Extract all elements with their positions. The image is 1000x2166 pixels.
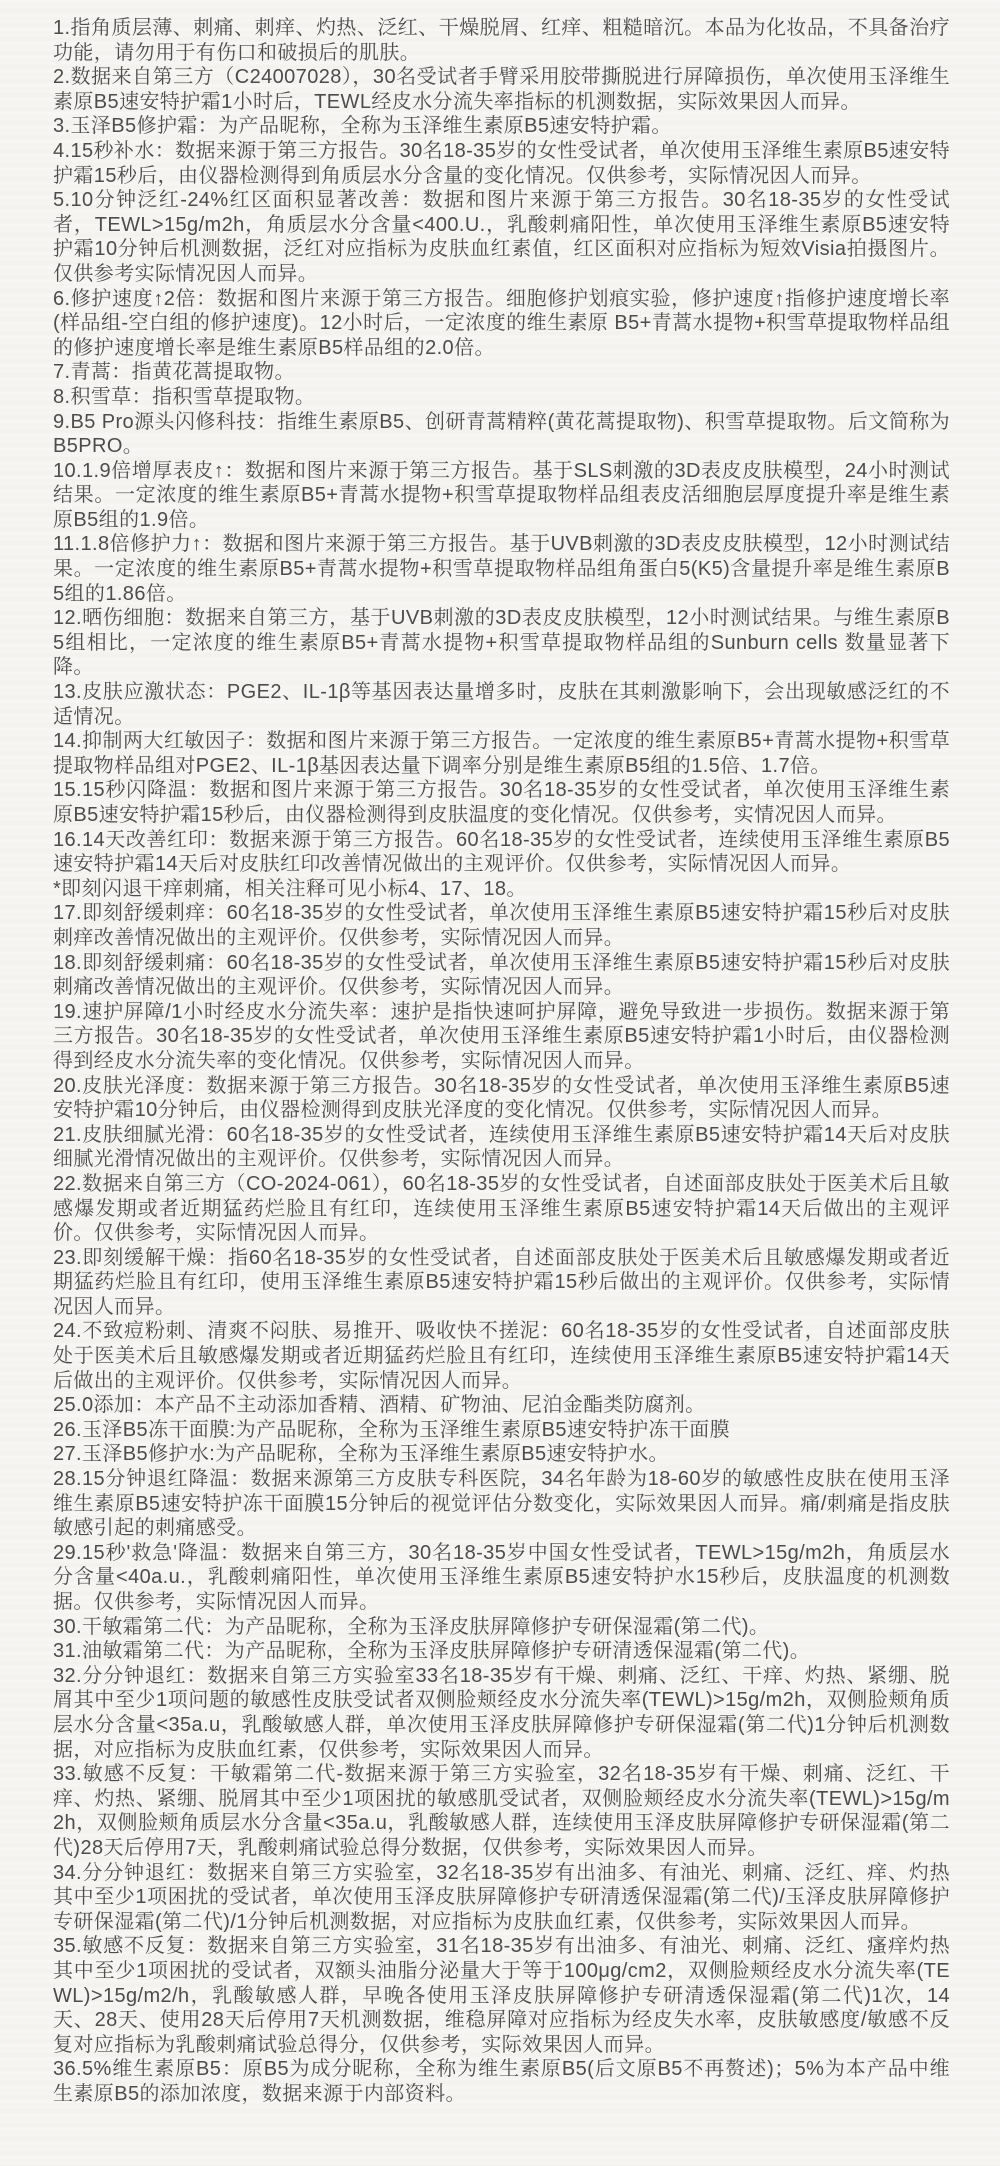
footnote-item: 24.不致痘粉刺、清爽不闷肤、易推开、吸收快不搓泥：60名18-35岁的女性受试者，自述面部皮肤处于医美术后且敏感爆发期或者近期猛药烂脸且有红印，连续使用玉泽维生素原B5速安特护霜14天后做出的主观评价。仅供参考，实际情况因人而异。: [53, 1320, 950, 1392]
footnote-item: 3.玉泽B5修护霜：为产品昵称，全称为玉泽维生素原B5速安特护霜。: [53, 115, 672, 138]
footnote-item: 14.抑制两大红敏因子：数据和图片来源于第三方报告。一定浓度的维生素原B5+青蒿水提物+积雪草提取物样品组对PGE2、IL-1β基因表达量下调率分别是维生素原B5组的1.5倍、1.7倍。: [53, 730, 950, 777]
footnote-item: 19.速护屏障/1小时经皮水分流失率：速护是指快速呵护屏障，避免导致进一步损伤。数据来源于第三方报告。30名18-35岁的女性受试者，单次使用玉泽维生素原B5速安特护霜1小时后，由仪器检测得到经皮水分流失率的变化情况。仅供参考，实际情况因人而异。: [53, 1000, 950, 1072]
footnote-item: 30.干敏霜第二代：为产品昵称，全称为玉泽皮肤屏障修护专研保湿霜(第二代)。: [53, 1615, 770, 1638]
footnote-item: 26.玉泽B5冻干面膜:为产品昵称，全称为玉泽维生素原B5速安特护冻干面膜: [53, 1418, 731, 1441]
footnote-item: 15.15秒闪降温：数据和图片来源于第三方报告。30名18-35岁的女性受试者，单次使用玉泽维生素原B5速安特护霜15秒后，由仪器检测得到皮肤温度的变化情况。仅供参考，实情况因人而异。: [53, 779, 950, 826]
footnote-item: 2.数据来自第三方（C24007028），30名受试者手臂采用胶带撕脱进行屏障损伤，单次使用玉泽维生素原B5速安特护霜1小时后，TEWL经皮水分流失率指标的机测数据，实际效果因人而异。: [53, 66, 950, 113]
footnote-item: 17.即刻舒缓刺痒：60名18-35岁的女性受试者，单次使用玉泽维生素原B5速安特护霜15秒后对皮肤刺痒改善情况做出的主观评价。仅供参考，实际情况因人而异。: [53, 902, 950, 949]
footnote-item: 13.皮肤应激状态：PGE2、IL-1β等基因表达量增多时，皮肤在其刺激影响下，会出现敏感泛红的不适情况。: [53, 681, 950, 728]
footnote-item: 33.敏感不反复：干敏霜第二代-数据来源于第三方实验室，32名18-35岁有干燥、刺痛、泛红、干痒、灼热、紧绷、脱屑其中至少1项困扰的敏感肌受试者，双侧脸颊经皮水分流失率(TEWL)>15g/m2h，双侧脸颊角质层水分含量<35a.u，乳酸敏感人群，连续使用玉泽皮肤屏障修护专研保湿霜(第二代)28天后停用7天，乳酸刺痛试验总得分数据，仅供参考，实际效果因人而异。: [53, 1763, 950, 1859]
footnote-item: 22.数据来自第三方（CO-2024-061），60名18-35岁的女性受试者，自述面部皮肤处于医美术后且敏感爆发期或者近期猛药烂脸且有红印，连续使用玉泽维生素原B5速安特护霜14天后做出的主观评价。仅供参考，实际情况因人而异。: [53, 1172, 950, 1245]
footnote-item: 6.修护速度↑2倍：数据和图片来源于第三方报告。细胞修护划痕实验，修护速度↑指修护速度增长率(样品组-空白组的修护速度)。12小时后，一定浓度的维生素原 B5+青蒿水提物+积雪草提取物样品组的修护速度增长率是维生素原B5样品组的2.0倍。: [53, 287, 950, 359]
footnote-item: 28.15分钟退红降温：数据来源第三方皮肤专科医院，34名年龄为18-60岁的敏感性皮肤在使用玉泽维生素原B5速安特护冻干面膜15分钟后的视觉评估分数变化，实际效果因人而异。痛/刺痛是指皮肤敏感引起的刺痛感受。: [53, 1468, 950, 1540]
footnote-item: 36.5%维生素原B5：原B5为成分昵称，全称为维生素原B5(后文原B5不再赘述)；5%为本产品中维生素原B5的添加浓度，数据来源于内部资料。: [53, 2058, 950, 2105]
footnote-item: 23.即刻缓解干燥：指60名18-35岁的女性受试者，自述面部皮肤处于医美术后且敏感爆发期或者近期猛药烂脸且有红印，使用玉泽维生素原B5速安特护霜15秒后做出的主观评价。仅供参考，实际情况因人而异。: [53, 1246, 950, 1318]
footnote-item: 20.皮肤光泽度：数据来源于第三方报告。30名18-35岁的女性受试者，单次使用玉泽维生素原B5速安特护霜10分钟后，由仪器检测得到皮肤光泽度的变化情况。仅供参考，实际情况因人而异。: [53, 1074, 950, 1122]
footnote-item: 34.分分钟退红：数据来自第三方实验室，32名18-35岁有出油多、有油光、刺痛、泛红、痒、灼热其中至少1项困扰的受试者，单次使用玉泽皮肤屏障修护专研清透保湿霜(第二代)/玉泽皮肤屏障修护专研保湿霜(第二代)/1分钟后机测数据，对应指标为皮肤血红素，仅供参考，实际效果因人而异。: [53, 1861, 950, 1933]
footnote-item: 11.1.8倍修护力↑：数据和图片来源于第三方报告。基于UVB刺激的3D表皮皮肤模型，12小时测试结果。一定浓度的维生素原B5+青蒿水提物+积雪草提取物样品组角蛋白5(K5)含量提升率是维生素原B5组的1.86倍。: [53, 533, 950, 605]
footnote-item: 7.青蒿：指黄花蒿提取物。: [53, 361, 295, 384]
footnote-item: 12.晒伤细胞：数据来自第三方，基于UVB刺激的3D表皮皮肤模型，12小时测试结果。与维生素原B5组相比，一定浓度的维生素原B5+青蒿水提物+积雪草提取物样品组的Sunburn cells 数量显著下降。: [53, 607, 950, 679]
footnote-item: 16.14天改善红印：数据来源于第三方报告。60名18-35岁的女性受试者，连续使用玉泽维生素原B5速安特护霜14天后对皮肤红印改善情况做出的主观评价。仅供参考，实际情况因人而异。: [53, 828, 950, 876]
footnote-item: 35.敏感不反复：数据来自第三方实验室，31名18-35岁有出油多、有油光、刺痛、泛红、瘙痒灼热其中至少1项困扰的受试者，双额头油脂分泌量大于等于100μg/cm2，双侧脸颊经皮水分流失率(TEWL)>15g/m2/h，乳酸敏感人群，早晚各使用玉泽皮肤屏障修护专研清透保湿霜(第二代)1次，14天、28天、使用28天后停用7天机测数据，维稳屏障对应指标为经皮失水率，皮肤敏感度/敏感不反复对应指标为乳酸刺痛试验总得分，仅供参考，实际效果因人而异。: [53, 1935, 950, 2056]
footnote-item: 18.即刻舒缓刺痛：60名18-35岁的女性受试者，单次使用玉泽维生素原B5速安特护霜15秒后对皮肤刺痛改善情况做出的主观评价。仅供参考，实际情况因人而异。: [53, 951, 950, 999]
footnote-item: 29.15秒'救急'降温：数据来自第三方，30名18-35岁中国女性受试者，TEWL>15g/m2h，角质层水分含量<40a.u.，乳酸刺痛阳性，单次使用玉泽维生素原B5速安特护水15秒后，皮肤温度的机测数据。仅供参考，实际情况因人而异。: [53, 1541, 950, 1613]
footnote-item: 8.积雪草：指积雪草提取物。: [53, 385, 316, 408]
footnote-item: *即刻闪退干痒刺痛，相关注释可见小标4、17、18。: [53, 877, 527, 900]
footnote-item: 25.0添加：本产品不主动添加香精、酒精、矿物油、尼泊金酯类防腐剂。: [53, 1394, 706, 1417]
footnote-item: 1.指角质层薄、刺痛、刺痒、灼热、泛红、干燥脱屑、红痒、粗糙暗沉。本品为化妆品，不具备治疗功能，请勿用于有伤口和破损后的肌肤。: [53, 17, 950, 64]
footnote-item: 4.15秒补水：数据来源于第三方报告。30名18-35岁的女性受试者，单次使用玉泽维生素原B5速安特护霜15秒后，由仪器检测得到角质层水分含量的变化情况。仅供参考，实际情况因人而异。: [53, 139, 950, 187]
footnote-item: 21.皮肤细腻光滑：60名18-35岁的女性受试者，连续使用玉泽维生素原B5速安特护霜14天后对皮肤细腻光滑情况做出的主观评价。仅供参考，实际情况因人而异。: [53, 1123, 950, 1171]
footnote-item: 10.1.9倍增厚表皮↑：数据和图片来源于第三方报告。基于SLS刺激的3D表皮皮肤模型，24小时测试结果。一定浓度的维生素原B5+青蒿水提物+积雪草提取物样品组表皮活细胞层厚度提升率是维生素原B5组的1.9倍。: [53, 459, 950, 531]
footnote-item: 32.分分钟退红：数据来自第三方实验室33名18-35岁有干燥、刺痛、泛红、干痒、灼热、紧绷、脱屑其中至少1项问题的敏感性皮肤受试者双侧脸颊经皮水分流失率(TEWL)>15g/m2h，双侧脸颊角质层水分含量<35a.u，乳酸敏感人群，单次使用玉泽皮肤屏障修护专研保湿霜(第二代)1分钟后机测数据，对应指标为皮肤血红素，仅供参考，实际效果因人而异。: [53, 1664, 950, 1761]
footnote-item: 5.10分钟泛红-24%红区面积显著改善：数据和图片来源于第三方报告。30名18-35岁的女性受试者，TEWL>15g/m2h，角质层水分含量<400.U.，乳酸刺痛阳性，单次使用玉泽维生素原B5速安特护霜10分钟后机测数据，泛红对应指标为皮肤血红素值，红区面积对应指标为短效Visia拍摄图片。仅供参考实际情况因人而异。: [53, 189, 950, 285]
footnote-item: 27.玉泽B5修护水:为产品昵称，全称为玉泽维生素原B5速安特护水。: [53, 1443, 669, 1466]
footnote-item: 9.B5 Pro源头闪修科技：指维生素原B5、创研青蒿精粹(黄花蒿提取物)、积雪草提取物。后文简称为B5PRO。: [53, 410, 950, 458]
footnote-item: 31.油敏霜第二代：为产品昵称，全称为玉泽皮肤屏障修护专研清透保湿霜(第二代)。: [53, 1640, 811, 1663]
